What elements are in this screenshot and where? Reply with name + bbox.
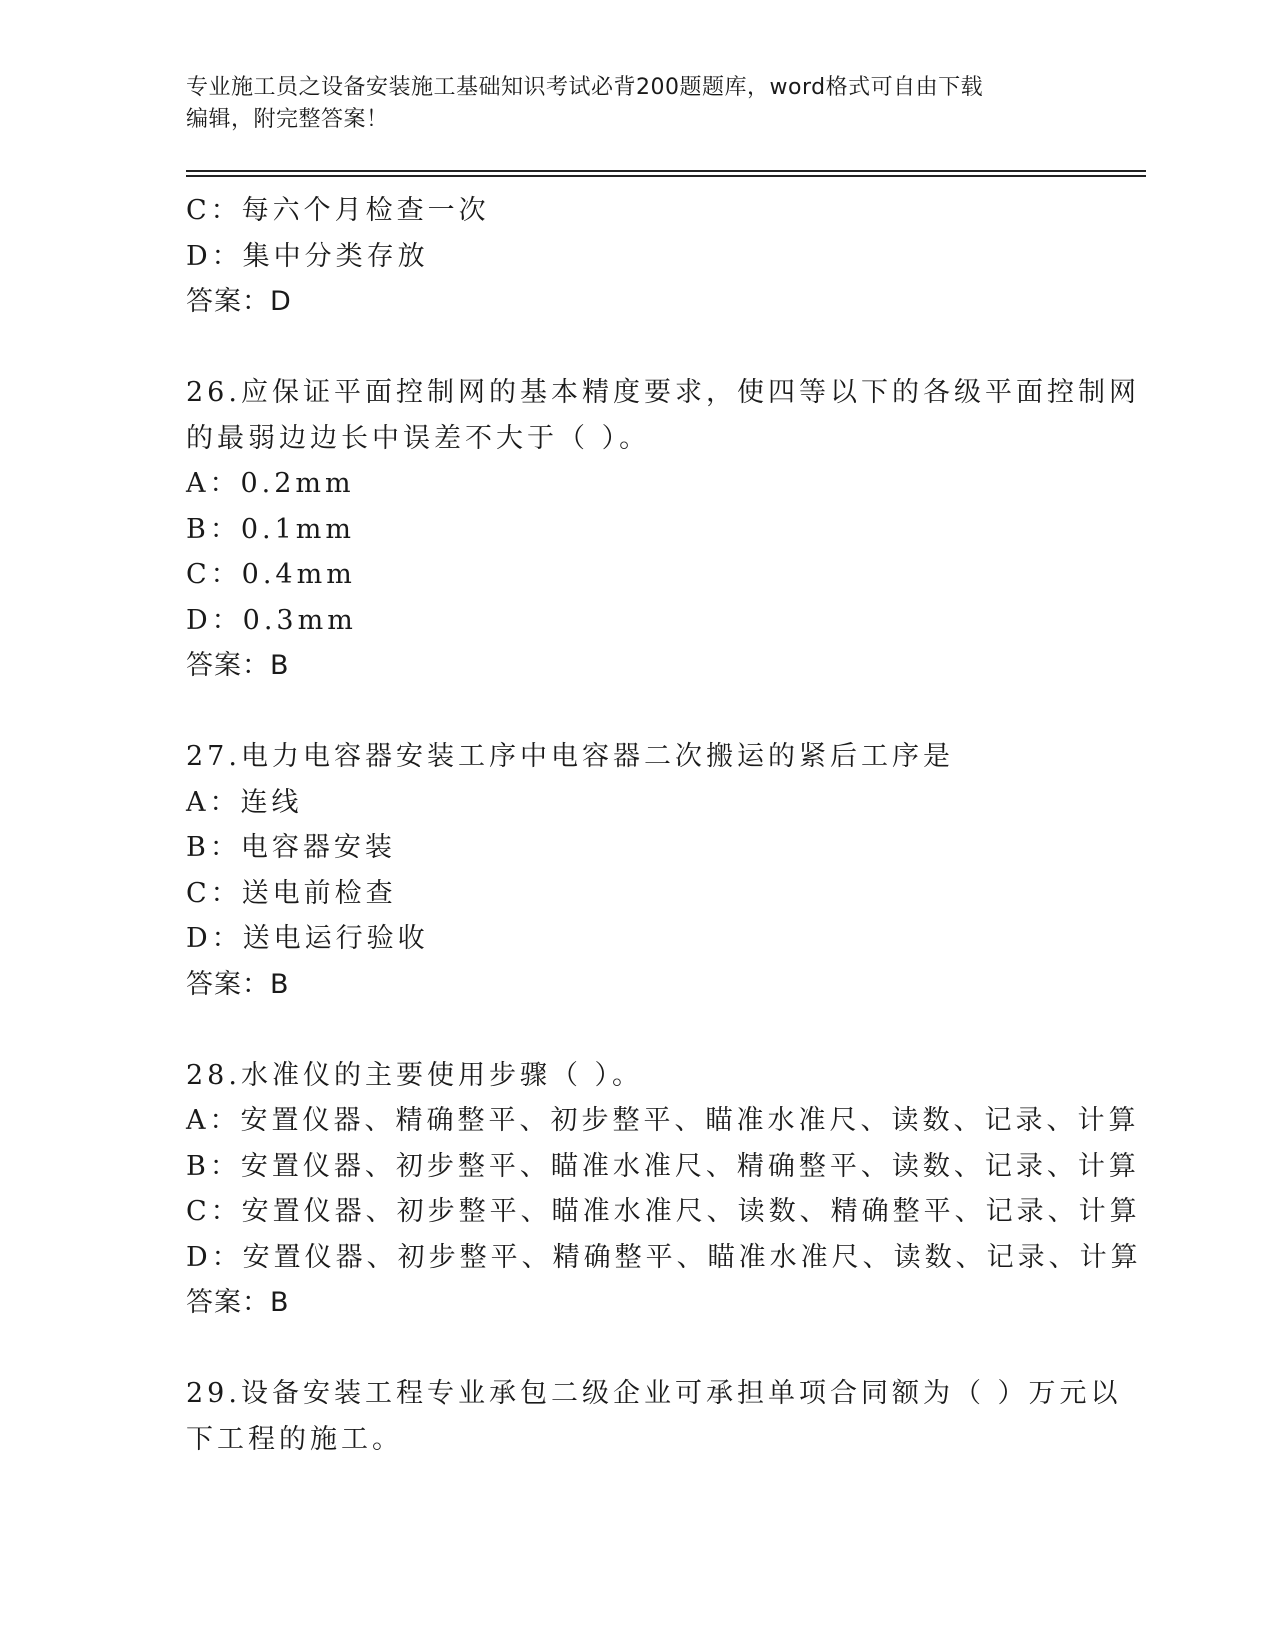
option-d: D：安置仪器、初步整平、精确整平、瞄准水准尺、读数、记录、计算 (186, 1241, 1142, 1273)
question-text: 下工程的施工。 (186, 1423, 403, 1455)
option-c: C：0.4mm (186, 559, 356, 590)
question-text: 29.设备安装工程专业承包二级企业可承担单项合同额为（ ）万元以 (186, 1378, 1122, 1409)
option-c: C：每六个月检查一次 (186, 195, 490, 226)
answer: 答案：B (186, 968, 290, 1000)
answer: 答案：D (186, 286, 292, 317)
option-b: B：安置仪器、初步整平、瞄准水准尺、精确整平、读数、记录、计算 (186, 1150, 1140, 1182)
question-text: 27.电力电容器安装工序中电容器二次搬运的紧后工序是 (186, 741, 954, 772)
option-c: C：安置仪器、初步整平、瞄准水准尺、读数、精确整平、记录、计算 (186, 1196, 1141, 1227)
document-header (186, 72, 1086, 136)
document-body (186, 188, 1146, 1462)
option-d: D：集中分类存放 (186, 240, 429, 272)
answer: 答案：B (186, 650, 290, 681)
question-27 (186, 734, 1146, 1007)
option-b: B：0.1mm (186, 513, 355, 545)
option-a: A：连线 (186, 786, 303, 818)
option-d: D：0.3mm (186, 604, 357, 636)
question-25-partial (186, 188, 1146, 325)
header-line-2: 编辑，附完整答案！ (186, 107, 389, 132)
question-text: 28.水准仪的主要使用步骤（ ）。 (186, 1059, 644, 1091)
question-29 (186, 1371, 1146, 1462)
question-28 (186, 1053, 1146, 1326)
answer: 答案：B (186, 1287, 290, 1318)
header-line-1: 专业施工员之设备安装施工基础知识考试必背200题题库，word格式可自由下载 (186, 75, 984, 100)
option-c: C：送电前检查 (186, 877, 397, 909)
question-26 (186, 370, 1146, 689)
option-b: B：电容器安装 (186, 832, 396, 863)
option-a: A：0.2mm (186, 468, 355, 499)
header-rule-bottom (186, 175, 1146, 177)
question-text: 26.应保证平面控制网的基本精度要求，使四等以下的各级平面控制网 (186, 377, 1140, 408)
option-a: A：安置仪器、精确整平、初步整平、瞄准水准尺、读数、记录、计算 (186, 1105, 1140, 1136)
question-text: 的最弱边边长中误差不大于（ ）。 (186, 422, 651, 454)
header-rule-top (186, 170, 1146, 172)
option-d: D：送电运行验收 (186, 923, 429, 954)
